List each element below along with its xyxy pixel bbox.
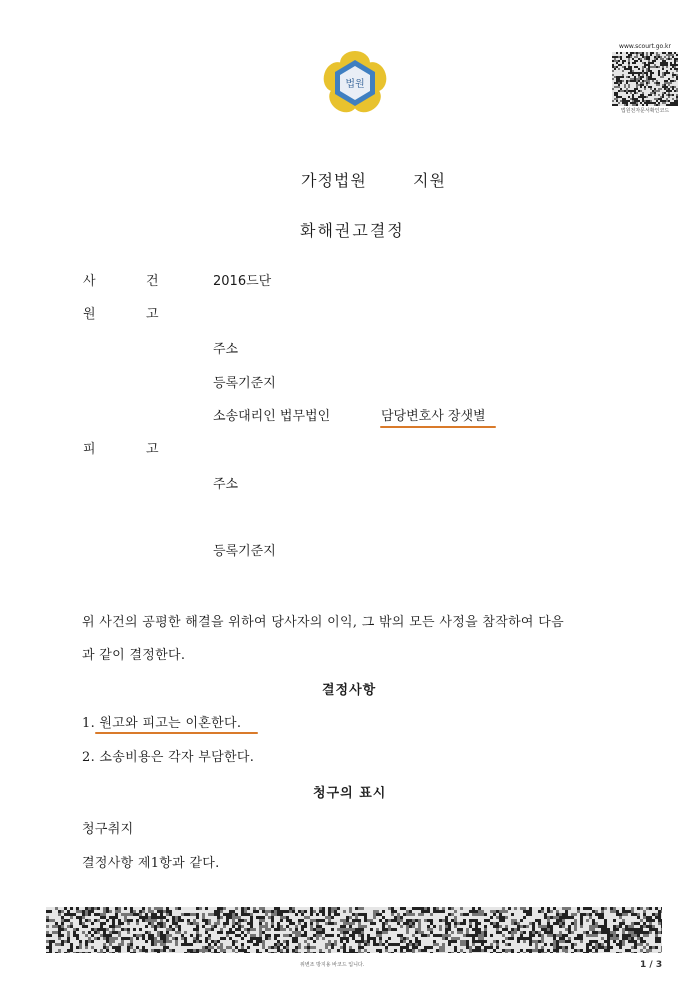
- claim-heading: 청구의 표시: [313, 786, 387, 801]
- defendant-label-b: 고: [146, 442, 159, 457]
- anti-forgery-barcode-icon: [46, 907, 662, 953]
- defendant-label-a: 피: [83, 442, 96, 457]
- qr-code-icon: [612, 52, 678, 106]
- verification-code-block: [609, 43, 681, 114]
- decision-heading: 결정사항: [322, 683, 377, 698]
- claim-purpose-text: 결정사항 제1항과 같다.: [82, 856, 220, 871]
- case-label-a: 사: [83, 274, 96, 289]
- attorney-highlight-underline: [380, 426, 496, 428]
- case-number: 2016드단: [213, 274, 272, 289]
- defendant-address-label: 주소: [213, 477, 239, 492]
- plaintiff-address-label: 주소: [213, 342, 239, 357]
- page-number: 1 / 3: [640, 960, 663, 970]
- footer-note: 위변조 방지용 바코드 입니다.: [300, 962, 365, 968]
- decision-highlight-underline: [95, 732, 258, 734]
- decision-item-1: 1. 원고와 피고는 이혼한다.: [82, 716, 242, 731]
- plaintiff-label-b: 고: [146, 307, 159, 322]
- court-seal-icon: [318, 46, 392, 120]
- seal-text: 법원: [345, 79, 365, 90]
- court-branch: 지원: [413, 171, 446, 190]
- preamble-line-1: 위 사건의 공평한 해결을 위하여 당사자의 이익, 그 밖의 모든 사정을 참작하여 다음: [82, 615, 564, 630]
- plaintiff-registry-label: 등록기준지: [213, 376, 276, 391]
- plaintiff-attorney-label: 소송대리인 법무법인: [213, 409, 331, 424]
- verification-caption: 법원전자문서확인코드: [620, 108, 670, 114]
- preamble-line-2: 과 같이 결정한다.: [82, 648, 186, 663]
- document-title: 화해권고결정: [300, 221, 405, 240]
- decision-item-2: 2. 소송비용은 각자 부담한다.: [82, 750, 255, 765]
- case-label-b: 건: [146, 274, 159, 289]
- court-name: 가정법원: [301, 171, 367, 190]
- claim-purpose-label: 청구취지: [82, 822, 134, 837]
- defendant-registry-label: 등록기준지: [213, 544, 276, 559]
- verification-url: www.scourt.go.kr: [619, 43, 671, 50]
- plaintiff-label-a: 원: [83, 307, 96, 322]
- plaintiff-attorney-value: 담당변호사 장샛별: [381, 409, 486, 424]
